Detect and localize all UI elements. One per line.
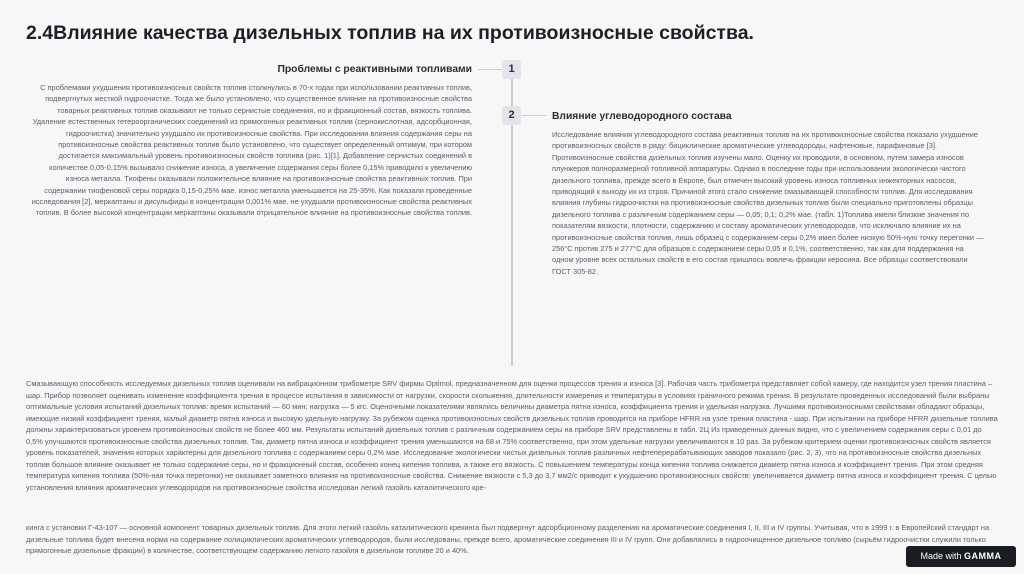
section-1-heading: Проблемы с реактивными топливами [277,64,472,75]
section-2-heading: Влияние углеводородного состава [552,111,732,122]
body-paragraph-2: кинга с установки Г-43-107 — основной компонент товарных дизельных топлив. Для этого легкий газойль каталитического крекинга был подвергнут адсорбционному разделению на ароматические соединения I, II, III и IV группы. Учитывая, что в 1999 г. в Европейский стандарт на дизельные топлива будет внесена норма на содержание полициклических ароматических углеводородов, были исследованы, прежде всего, ароматические соединения III и IV групп. Они добавлялись в гидроочищенное дизельное топливо (сырьём гидроочистки служили только прямогонные дизельные фракции) в количестве, соответствующем содержанию легкого газойля в дизельном топливе 20 и 40%. [26,523,990,555]
step-badge-2: 2 [502,106,521,125]
timeline-connector-1 [478,69,502,70]
step-badge-1: 1 [502,60,521,79]
page-title: 2.4Влияние качества дизельных топлив на их противоизносные свойства. [26,22,754,44]
section-1-text: С проблемами ухудшения противоизносных свойств топлив столкнулись в 70-х годах при использовании реактивных топлив, подвергнутых жесткой гидроочистке. Тогда же было установлено, что существенное влияние на противоизносные свойства товарных реактивных топлив оказывают не только сернистые соединения, но и фракционный состав, вязкость топлива. Удаление естественных гетероорганических соединений из прямогонных реактивных топлив (сернокислотная, адсорбционная, гидроочистка) значительно ухудшало их противоизносные свойства. При исследовании влияния содержания серы на противоизносные свойства реактивных топлив было установлено, что существует определенный оптимум, при котором достигается максимальный уровень противоизносных свойств топлива (рис. 1)[1]. Добавление сернистых соединений в количестве 0,05-0,15% вызывало снижение износа, а увеличение содержания серы более 0,15% приводило к увеличению износа металла. Тиофены оказывали положительное влияние на противоизносные свойства реактивных топлив. При содержании тиофеновой серы порядка 0,15-0,25% мае. износ металла уменьшается на 25-35%. Как показали проведенные исследования [2], меркаптаны и дисульфиды в концентрации 0,001% мае. не ухудшали противоизносные свойства реактивных топлив. В более высокой концентрации меркаптаны оказывали отрицательное влияние на противоизносные свойства топлив. [31,83,472,218]
gamma-brand-logo: GAMMA [964,551,1002,561]
made-with-label: Made with [920,551,962,561]
body-paragraph-1: Смазывающую способность исследуемых дизельных топлив оценивали на вибрационном трибометре SRV фирмы Optimol, предназначенном для оценки процессов трения и износа [3]. Рабочая часть трибометра представляет собой камеру, где находится узел трения пластина – шар. Прибор позволяет оценивать изменение коэффициента трения в процессе испытания в зависимости от нагрузки, скорости скольжения, длительности измерения и температуры в условиях граничного режима трения. В результате проведенных исследований были выбраны оптимальные условия испытаний дизельных топлив: время испытаний — 60 мин; нагрузка — 5 кгс. Оценочными показателями являлись величины диаметра пятна износа, коэффициента трения и удельная нагрузка. Лучшими противоизносными свойствами обладают образцы, имеющие низкий коэффициент трения, малый диаметр пятна износа и высокую удельную нагрузку. За рубежом оценка противоизносных свойств дизельных топлив проводится на приборе HFRR на узле трения пластина - шар. При испытании на приборе HFRR дизельные топлива должны характеризоваться уровнем противоизносных свойств не более 460 мм. Результаты испытаний дизельных топлив с различным содержанием серы на приборе SRV представлены в табл. 2Ц Из приведенных данных видно, что с увеличением содержания серы с 0,01 до 0,5% улучшаются противоизносные свойства дизельных топлив. Так, диаметр пятна износа и коэффициент трения уменьшаются на 68 и 75% соответственно, при этом удельные нагрузки увеличиваются в 10 раз. За рубежом критерием оценки противоизносных свойств является уровень показателей, значения которых характерны для дизельного топлива с содержанием серы 0,2% мае. Исследование экологически чистых дизельных топлив различных нефтеперерабатывающих заводов показало (рис. 2, 3), что на противоизносные свойства дизельных топлив большое влияние оказывает не только содержание серы, но и фракционный состав, особенно конец кипения топлива, а также его вязкость. С повышением температуры конца кипения топлива снижается диаметр пятна износа и коэффициент трения. При этом средняя температура кипения топлива (50%-ная точка перегонки) не оказывает заметного влияния на противоизносные свойства. Снижение вязкости с 5,3 до 3,7 мм2/с приводит к ухудшению противоизносных свойств: увеличивается диаметр пятна износа и коэффициент трения. С целью установления влияния ароматических углеводородов на противоизносные свойства исследован легкий газойль каталитического кре- [26,379,998,492]
section-2-text: Исследование влияния углеводородного состава реактивных топлив на их противоизносные свойства показало ухудшение противоизносных свойств в ряду: бициклические ароматические углеводороды, нафтеновые, парафиновые [3]. Противоизносные свойства дизельных топлив изучены мало. Оценку их проводили, в основном, путем замера износов плунжеров полноразмерной топливной аппаратуры. Однако в последние годы при использовании экологически чистого дизельного топлива, прежде всего в Европе, был отмечен высокий уровень износа топливных инжекторных насосов, приводящий к выходу их из строя. Причиной этого стало снижение смазывающей способности топлив. Для исследования влияния глубины гидроочистки на противоизносные свойства дизельных топлив были специально приготовлены образцы дизельного топлива с различным содержанием серы — 0,05; 0,1; 0,2% мае. (табл. 1)Топлива имели близкие значения по показателям вязкости, плотности, содержанию и составу ароматических углеводородов, что исключало влияние их на противоизносные свойства топлив, лишь образец с содержанием серы 0,2% имел более низкую 50%-ную точку перегонки — 256°С против 275 и 277°С для образцов с содержанием серы 0,05 и 0,1%, соответственно, так как для поддержания на одном уровне всех остальных свойств в его состав пришлось вовлечь фракции керосина. Все образцы соответствовали ГОСТ 305-82. [552,130,984,276]
made-with-gamma-badge[interactable] [906,546,1016,567]
timeline-connector-2 [522,115,546,116]
